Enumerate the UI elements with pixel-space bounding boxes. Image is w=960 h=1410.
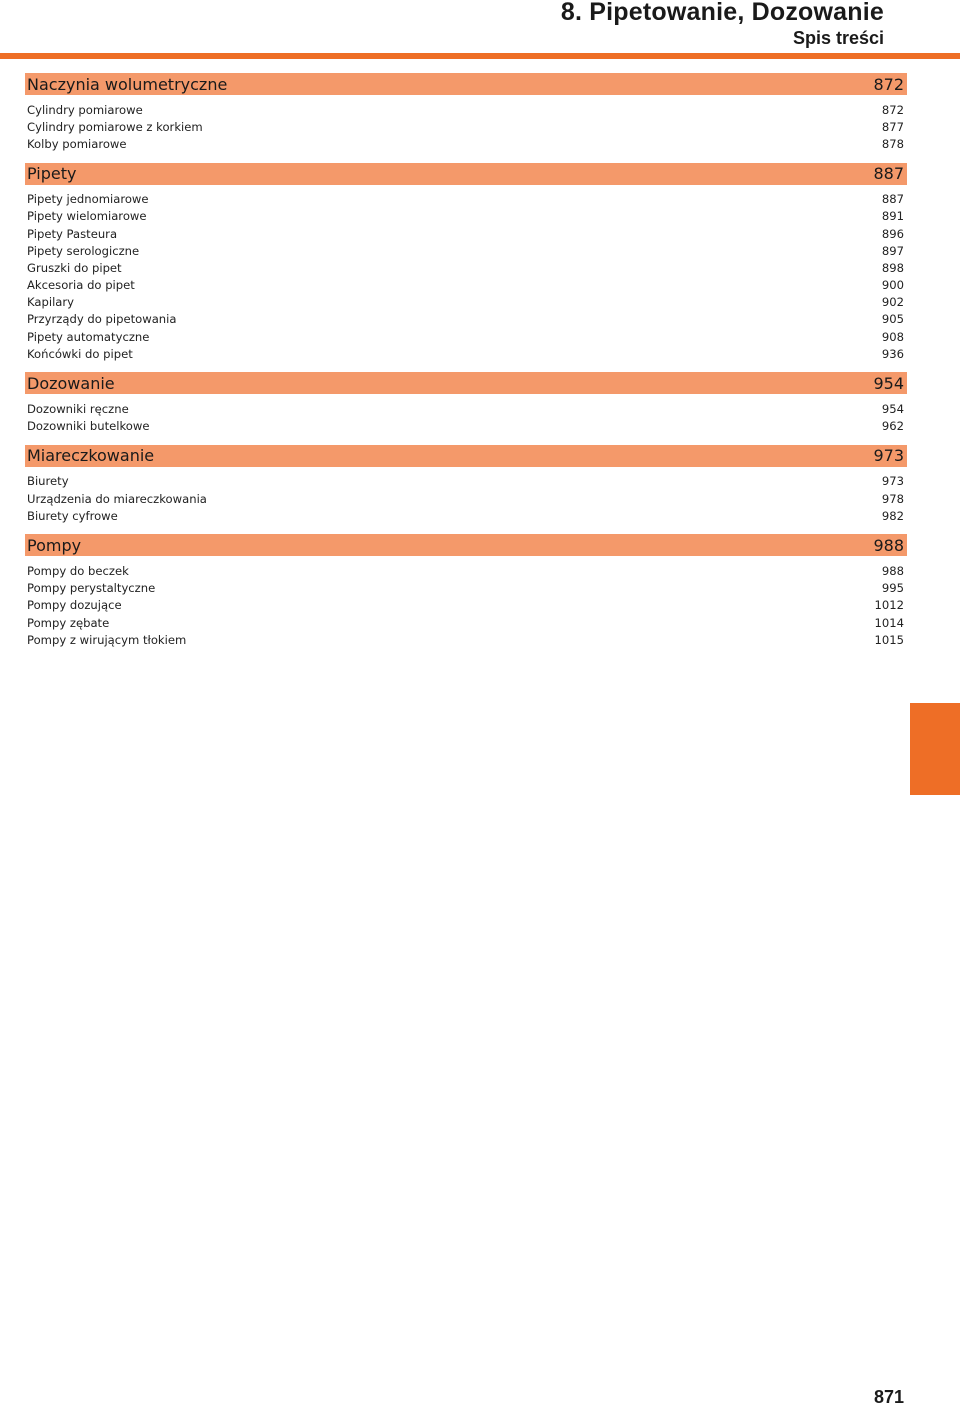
entry-label: Końcówki do pipet bbox=[27, 346, 133, 361]
toc-section bbox=[25, 445, 907, 525]
toc-entry[interactable] bbox=[25, 118, 907, 135]
entry-label: Przyrządy do pipetowania bbox=[27, 312, 177, 327]
toc-section bbox=[25, 534, 907, 648]
toc-entry[interactable] bbox=[25, 418, 907, 435]
entry-label: Pipety jednomiarowe bbox=[27, 192, 149, 207]
toc-entry[interactable] bbox=[25, 631, 907, 648]
section-title: Dozowanie bbox=[27, 373, 115, 393]
entry-label: Biurety cyfrowe bbox=[27, 508, 118, 523]
toc-entry[interactable] bbox=[25, 597, 907, 614]
entry-label: Pipety wielomiarowe bbox=[27, 209, 147, 224]
section-page-number: 973 bbox=[873, 446, 904, 466]
entry-label: Urządzenia do miareczkowania bbox=[27, 491, 207, 506]
page-subtitle: Spis treści bbox=[792, 28, 884, 48]
section-page-number: 872 bbox=[873, 74, 904, 94]
entry-page-number: 954 bbox=[881, 402, 904, 417]
entry-label: Pompy do beczek bbox=[27, 563, 129, 578]
entry-page-number: 995 bbox=[881, 581, 904, 596]
entry-label: Gruszki do pipet bbox=[27, 260, 122, 275]
toc-section bbox=[25, 163, 907, 363]
entry-page-number: 877 bbox=[881, 119, 904, 134]
toc-entry[interactable] bbox=[25, 191, 907, 208]
toc-entry[interactable] bbox=[25, 277, 907, 294]
toc-entry[interactable] bbox=[25, 328, 907, 345]
section-entries bbox=[25, 95, 907, 153]
entry-label: Dozowniki ręczne bbox=[27, 402, 129, 417]
section-page-number: 887 bbox=[873, 164, 904, 184]
entry-label: Kapilary bbox=[27, 295, 75, 310]
entry-page-number: 936 bbox=[881, 346, 904, 361]
section-page-number: 954 bbox=[873, 373, 904, 393]
toc-entry[interactable] bbox=[25, 101, 907, 118]
toc-section bbox=[25, 372, 907, 434]
toc-entry[interactable] bbox=[25, 345, 907, 362]
entry-page-number: 982 bbox=[881, 508, 904, 523]
toc-entry[interactable] bbox=[25, 225, 907, 242]
entry-label: Pompy z wirującym tłokiem bbox=[27, 632, 187, 647]
entry-label: Pipety Pasteura bbox=[27, 226, 118, 241]
toc-entry[interactable] bbox=[25, 580, 907, 597]
header-divider bbox=[0, 53, 960, 59]
entry-page-number: 973 bbox=[881, 474, 904, 489]
toc-entry[interactable] bbox=[25, 242, 907, 259]
section-entries bbox=[25, 556, 907, 648]
toc-entry[interactable] bbox=[25, 208, 907, 225]
entry-label: Biurety bbox=[27, 474, 69, 489]
toc-entry[interactable] bbox=[25, 135, 907, 152]
entry-label: Pipety automatyczne bbox=[27, 329, 150, 344]
entry-label: Pipety serologiczne bbox=[27, 243, 140, 258]
page-title: 8. Pipetowanie, Dozowanie bbox=[560, 0, 884, 26]
section-entries bbox=[25, 467, 907, 525]
entry-page-number: 902 bbox=[881, 295, 904, 310]
entry-page-number: 891 bbox=[881, 209, 904, 224]
entry-page-number: 1014 bbox=[874, 615, 904, 630]
section-title: Naczynia wolumetryczne bbox=[27, 74, 228, 94]
toc-entry[interactable] bbox=[25, 473, 907, 490]
entry-page-number: 1012 bbox=[874, 598, 904, 613]
section-page-number: 988 bbox=[873, 535, 904, 555]
toc-entry[interactable] bbox=[25, 490, 907, 507]
entry-label: Akcesoria do pipet bbox=[27, 278, 135, 293]
toc-entry[interactable] bbox=[25, 400, 907, 417]
entry-page-number: 872 bbox=[881, 102, 904, 117]
section-title: Miareczkowanie bbox=[27, 446, 155, 466]
entry-label: Pompy perystaltyczne bbox=[27, 581, 156, 596]
entry-page-number: 962 bbox=[881, 419, 904, 434]
page-number: 871 bbox=[873, 1387, 904, 1407]
entry-page-number: 900 bbox=[881, 278, 904, 293]
toc-entry[interactable] bbox=[25, 507, 907, 524]
toc-entry[interactable] bbox=[25, 614, 907, 631]
section-heading[interactable] bbox=[25, 372, 907, 394]
section-heading[interactable] bbox=[25, 445, 907, 467]
section-heading[interactable] bbox=[25, 534, 907, 556]
entry-page-number: 887 bbox=[881, 192, 904, 207]
entry-page-number: 896 bbox=[881, 226, 904, 241]
toc-section bbox=[25, 73, 907, 153]
toc-entry[interactable] bbox=[25, 562, 907, 579]
entry-page-number: 898 bbox=[881, 260, 904, 275]
entry-label: Cylindry pomiarowe z korkiem bbox=[27, 119, 203, 134]
chapter-tab-marker bbox=[910, 703, 960, 795]
entry-page-number: 878 bbox=[881, 136, 904, 151]
entry-page-number: 905 bbox=[881, 312, 904, 327]
entry-label: Cylindry pomiarowe bbox=[27, 102, 143, 117]
entry-page-number: 897 bbox=[881, 243, 904, 258]
entry-label: Dozowniki butelkowe bbox=[27, 419, 150, 434]
toc-entry[interactable] bbox=[25, 311, 907, 328]
toc-entry[interactable] bbox=[25, 259, 907, 276]
entry-page-number: 1015 bbox=[874, 632, 904, 647]
entry-page-number: 978 bbox=[881, 491, 904, 506]
entry-label: Pompy zębate bbox=[27, 615, 110, 630]
table-of-contents bbox=[25, 73, 907, 658]
entry-label: Kolby pomiarowe bbox=[27, 136, 127, 151]
toc-entry[interactable] bbox=[25, 294, 907, 311]
section-title: Pipety bbox=[27, 164, 77, 184]
section-heading[interactable] bbox=[25, 163, 907, 185]
entry-page-number: 908 bbox=[881, 329, 904, 344]
entry-page-number: 988 bbox=[881, 563, 904, 578]
section-entries bbox=[25, 394, 907, 434]
section-entries bbox=[25, 185, 907, 363]
entry-label: Pompy dozujące bbox=[27, 598, 122, 613]
section-heading[interactable] bbox=[25, 73, 907, 95]
section-title: Pompy bbox=[27, 535, 82, 555]
